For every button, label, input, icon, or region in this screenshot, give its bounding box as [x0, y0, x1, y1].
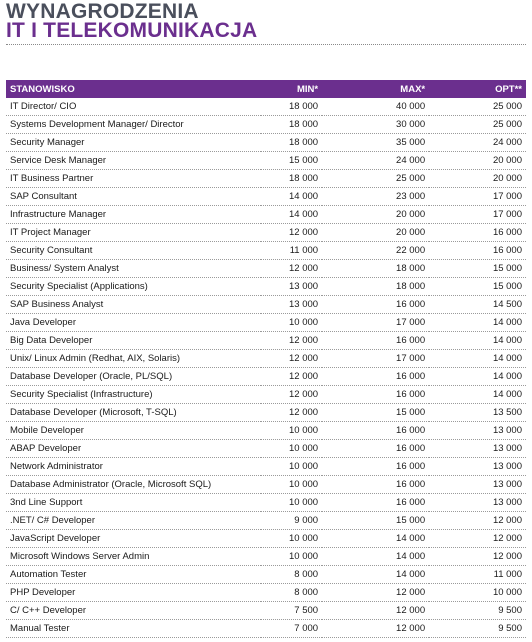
table-row [6, 170, 526, 188]
table-row [6, 494, 526, 512]
table-row [6, 116, 526, 134]
cell-min: 12 000 [261, 386, 322, 404]
cell-opt: 13 500 [429, 404, 526, 422]
cell-min: 8 000 [261, 584, 322, 602]
cell-position: Network Administrator [6, 458, 261, 476]
cell-opt: 12 000 [429, 512, 526, 530]
header-max: MAX* [400, 83, 426, 95]
cell-max: 16 000 [322, 296, 429, 314]
cell-max: 25 000 [322, 170, 429, 188]
cell-max: 16 000 [322, 458, 429, 476]
cell-max: 24 000 [322, 152, 429, 170]
cell-max: 14 000 [322, 530, 429, 548]
cell-min: 12 000 [261, 350, 322, 368]
cell-position: Service Desk Manager [6, 152, 261, 170]
cell-position: PHP Developer [6, 584, 261, 602]
cell-position: IT Business Partner [6, 170, 261, 188]
cell-max: 20 000 [322, 206, 429, 224]
cell-min: 10 000 [261, 548, 322, 566]
table-row [6, 566, 526, 584]
table-row [6, 386, 526, 404]
cell-opt: 14 000 [429, 332, 526, 350]
cell-min: 12 000 [261, 260, 322, 278]
cell-position: IT Director/ CIO [6, 98, 261, 116]
cell-opt: 20 000 [429, 152, 526, 170]
cell-opt: 13 000 [429, 494, 526, 512]
table-row [6, 530, 526, 548]
cell-max: 16 000 [322, 494, 429, 512]
cell-min: 13 000 [261, 278, 322, 296]
cell-position: Mobile Developer [6, 422, 261, 440]
cell-min: 10 000 [261, 314, 322, 332]
cell-opt: 16 000 [429, 242, 526, 260]
cell-min: 10 000 [261, 440, 322, 458]
cell-position: Security Specialist (Infrastructure) [6, 386, 261, 404]
cell-min: 10 000 [261, 530, 322, 548]
cell-opt: 12 000 [429, 530, 526, 548]
cell-min: 10 000 [261, 458, 322, 476]
cell-max: 12 000 [322, 620, 429, 638]
cell-min: 14 000 [261, 188, 322, 206]
table-row [6, 404, 526, 422]
header-opt: OPT** [495, 83, 522, 95]
cell-position: .NET/ C# Developer [6, 512, 261, 530]
cell-position: Manual Tester [6, 620, 261, 638]
cell-min: 11 000 [261, 242, 322, 260]
cell-opt: 14 500 [429, 296, 526, 314]
table-row [6, 296, 526, 314]
cell-max: 18 000 [322, 260, 429, 278]
cell-max: 12 000 [322, 584, 429, 602]
cell-opt: 15 000 [429, 260, 526, 278]
title-line-1: WYNAGRODZENIA [6, 0, 199, 23]
cell-position: ABAP Developer [6, 440, 261, 458]
table-row [6, 152, 526, 170]
cell-opt: 13 000 [429, 440, 526, 458]
cell-position: Security Consultant [6, 242, 261, 260]
page-title [6, 2, 257, 40]
cell-position: Microsoft Windows Server Admin [6, 548, 261, 566]
table-row [6, 350, 526, 368]
cell-opt: 16 000 [429, 224, 526, 242]
table-row [6, 422, 526, 440]
cell-opt: 9 500 [429, 620, 526, 638]
cell-max: 17 000 [322, 350, 429, 368]
cell-opt: 12 000 [429, 548, 526, 566]
table-row [6, 548, 526, 566]
table-row [6, 476, 526, 494]
cell-position: Big Data Developer [6, 332, 261, 350]
cell-max: 16 000 [322, 368, 429, 386]
cell-position: Systems Development Manager/ Director [6, 116, 261, 134]
cell-position: C/ C++ Developer [6, 602, 261, 620]
cell-opt: 14 000 [429, 368, 526, 386]
cell-position: Infrastructure Manager [6, 206, 261, 224]
salary-table [6, 80, 526, 638]
cell-position: Database Administrator (Oracle, Microsoft SQL) [6, 476, 261, 494]
table-row [6, 620, 526, 638]
cell-opt: 17 000 [429, 206, 526, 224]
cell-opt: 9 500 [429, 602, 526, 620]
cell-min: 8 000 [261, 566, 322, 584]
cell-opt: 17 000 [429, 188, 526, 206]
cell-opt: 11 000 [429, 566, 526, 584]
cell-position: SAP Business Analyst [6, 296, 261, 314]
cell-min: 14 000 [261, 206, 322, 224]
cell-max: 16 000 [322, 332, 429, 350]
table-row [6, 458, 526, 476]
cell-opt: 13 000 [429, 458, 526, 476]
cell-min: 12 000 [261, 368, 322, 386]
header-row [6, 80, 526, 98]
cell-min: 18 000 [261, 98, 322, 116]
table-row [6, 134, 526, 152]
cell-min: 18 000 [261, 170, 322, 188]
cell-max: 15 000 [322, 404, 429, 422]
cell-max: 14 000 [322, 548, 429, 566]
cell-max: 22 000 [322, 242, 429, 260]
cell-max: 16 000 [322, 440, 429, 458]
cell-max: 30 000 [322, 116, 429, 134]
cell-min: 7 500 [261, 602, 322, 620]
table-row [6, 224, 526, 242]
cell-position: 3nd Line Support [6, 494, 261, 512]
cell-min: 10 000 [261, 494, 322, 512]
cell-min: 12 000 [261, 332, 322, 350]
cell-max: 15 000 [322, 512, 429, 530]
header-min: MIN* [296, 83, 319, 95]
cell-position: IT Project Manager [6, 224, 261, 242]
cell-position: Unix/ Linux Admin (Redhat, AIX, Solaris) [6, 350, 261, 368]
cell-opt: 25 000 [429, 98, 526, 116]
cell-max: 17 000 [322, 314, 429, 332]
table-row [6, 206, 526, 224]
cell-opt: 24 000 [429, 134, 526, 152]
header-position: STANOWISKO [10, 83, 75, 95]
cell-min: 15 000 [261, 152, 322, 170]
cell-position: Database Developer (Oracle, PL/SQL) [6, 368, 261, 386]
cell-max: 16 000 [322, 422, 429, 440]
cell-max: 12 000 [322, 602, 429, 620]
cell-max: 16 000 [322, 386, 429, 404]
table-row [6, 332, 526, 350]
cell-opt: 13 000 [429, 476, 526, 494]
cell-max: 16 000 [322, 476, 429, 494]
cell-position: SAP Consultant [6, 188, 261, 206]
cell-min: 9 000 [261, 512, 322, 530]
cell-position: Automation Tester [6, 566, 261, 584]
cell-position: Java Developer [6, 314, 261, 332]
cell-opt: 10 000 [429, 584, 526, 602]
cell-min: 10 000 [261, 476, 322, 494]
table-row [6, 368, 526, 386]
cell-max: 40 000 [322, 98, 429, 116]
table-row [6, 260, 526, 278]
cell-opt: 14 000 [429, 314, 526, 332]
table-row [6, 602, 526, 620]
cell-opt: 15 000 [429, 278, 526, 296]
cell-min: 18 000 [261, 116, 322, 134]
cell-opt: 20 000 [429, 170, 526, 188]
title-line-2: IT I TELEKOMUNIKACJA [6, 19, 258, 42]
cell-position: Security Manager [6, 134, 261, 152]
cell-min: 12 000 [261, 404, 322, 422]
table-body [6, 98, 526, 638]
title-divider [6, 44, 526, 45]
cell-min: 13 000 [261, 296, 322, 314]
cell-opt: 13 000 [429, 422, 526, 440]
cell-opt: 14 000 [429, 350, 526, 368]
table-header [6, 80, 526, 98]
cell-min: 10 000 [261, 422, 322, 440]
cell-position: JavaScript Developer [6, 530, 261, 548]
table-row [6, 98, 526, 116]
cell-max: 20 000 [322, 224, 429, 242]
table-row [6, 440, 526, 458]
cell-min: 18 000 [261, 134, 322, 152]
table-row [6, 242, 526, 260]
cell-opt: 14 000 [429, 386, 526, 404]
cell-max: 14 000 [322, 566, 429, 584]
cell-max: 35 000 [322, 134, 429, 152]
table-row [6, 188, 526, 206]
table-row [6, 512, 526, 530]
cell-max: 23 000 [322, 188, 429, 206]
cell-opt: 25 000 [429, 116, 526, 134]
cell-min: 12 000 [261, 224, 322, 242]
cell-min: 7 000 [261, 620, 322, 638]
table-row [6, 314, 526, 332]
cell-max: 18 000 [322, 278, 429, 296]
cell-position: Security Specialist (Applications) [6, 278, 261, 296]
cell-position: Database Developer (Microsoft, T-SQL) [6, 404, 261, 422]
cell-position: Business/ System Analyst [6, 260, 261, 278]
table-row [6, 584, 526, 602]
table-row [6, 278, 526, 296]
